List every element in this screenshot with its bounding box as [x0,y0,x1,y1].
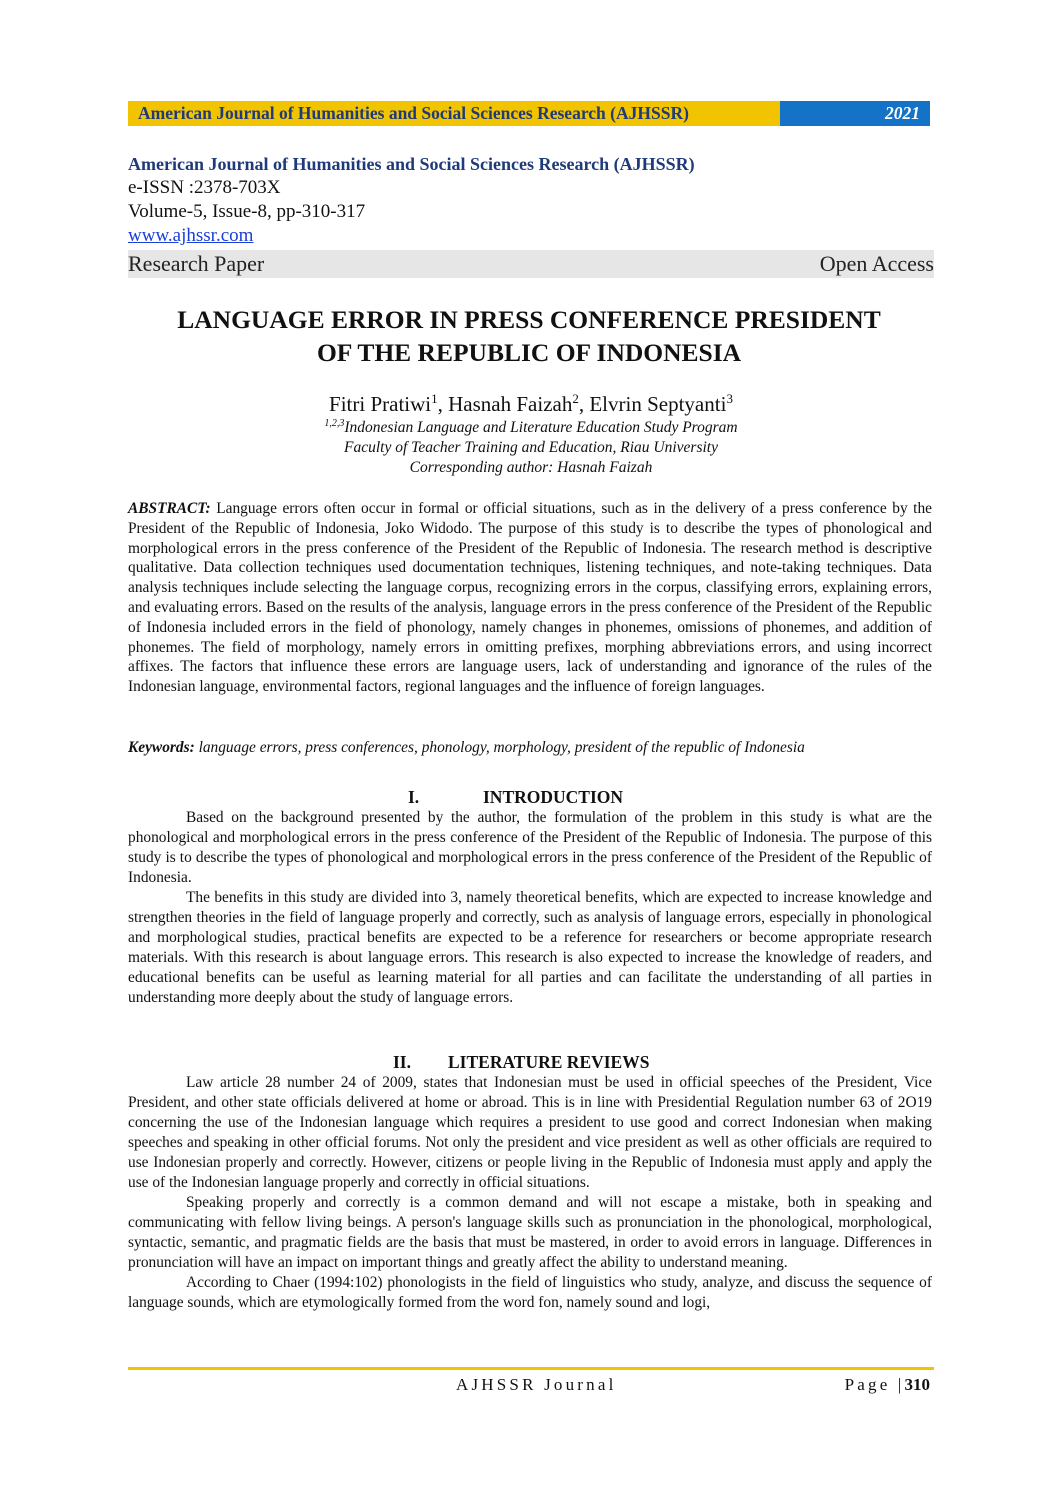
author-name: Elvrin Septyanti [589,392,727,416]
author-list: Fitri Pratiwi$^1$, Hasnah Faizah$^2$, Elvrin Septyanti$^3$ [329,391,733,416]
abstract-label: ABSTRACT: [128,500,211,517]
journal-info [128,152,934,278]
journal-volume: Volume-5, Issue-8, pp-310-317 [128,201,366,222]
author-name: Hasnah Faizah [448,392,573,416]
footer-rule [128,1367,934,1370]
article-title-line-1: LANGUAGE ERROR IN PRESS CONFERENCE PRESIDENT [177,305,881,334]
footer-page-label: Page | [844,1375,905,1394]
article-title-line-2: OF THE REPUBLIC OF INDONESIA [316,338,742,367]
abstract-text: Language errors often occur in formal or official situations, such as in the delivery of a press conference by the President of the Republic of Indonesia, Joko Widodo. The purpose of this study is to describe the types of phonological and morphological errors in the press conference of the President of the Republic of Indonesia. The research method is descriptive qualitative. Data collection techniques used documentation techniques, listening techniques, and note-taking techniques. Data analysis techniques include selecting the language corpus, recognizing errors in the corpus, classifying errors, explaining errors, and evaluating errors. Based on the results of the analysis, language errors in the press conference of the President of the Republic of Indonesia included errors in the field of phonology, namely changes in phonemes, omissions of phonemes, and addition of phonemes. The field of morphology, namely errors in omitting prefixes, morphing abbreviations errors, and using incorrect affixes. The factors that influence these errors are language users, lack of understanding and ignorance of the rules of the Indonesian language, environmental factors, regional languages and the influence of foreign languages. [128,500,932,696]
paragraph: Law article 28 number 24 of 2009, states that Indonesian must be used in official speeches of the President, Vice President, and other state officials delivered at home or abroad. This is in line with Presidential Regulation number 63 of 2O19 concerning the use of the Indonesian language which requires a president to use good and correct Indonesian when making speeches and speaking in other official forums. Not only the president and vice president as well as other officials are required to use Indonesian properly and correctly. However, citizens or people living in the Republic of Indonesia must apply and apply the use of the Indonesian language properly and correctly in official situations. [128,1074,932,1191]
page-footer [128,1373,934,1397]
section-title: INTRODUCTION [483,787,624,807]
paper-type: Research Paper [128,251,265,276]
paper-type-bar [128,250,934,278]
section-number: I. [408,787,420,807]
keywords [128,738,934,758]
access-type: Open Access [819,251,934,276]
affiliation-program: Indonesian Language and Literature Education Study Program [344,419,738,437]
journal-issn: e-ISSN :2378-703X [128,177,281,198]
affiliation-program-line [128,414,934,438]
section-number: II. [393,1052,411,1072]
author-sup: 2 [572,391,579,406]
author-sup: 1 [431,391,438,406]
running-header [128,101,930,126]
keywords-text: language errors, press conferences, phonology, morphology, president of the republic of Indonesia [198,739,805,756]
author-name: Fitri Pratiwi [329,392,432,416]
section-body-literature-reviews [128,1073,932,1313]
article-title [120,303,938,369]
paragraph: Based on the background presented by the author, the formulation of the problem in this study is what are the phonological and morphological errors in the press conference of the President of the Republic of Indonesia. The purpose of this study is to describe the types of phonological and morphological errors in the press conference of the President of the Republic of Indonesia. [128,809,932,886]
paragraph: Speaking properly and correctly is a common demand and will not escape a mistake, both in speaking and communicating with fellow living beings. A person's language skills such as pronunciation in the phonological, morphological, syntactic, semantic, and pragmatic fields are the basis that must be mastered, in order to avoid errors in language. Differences in pronunciation will have an impact on important things and greatly affect the ability to understand meaning. [128,1194,932,1271]
paragraph: The benefits in this study are divided into 3, namely theoretical benefits, which are expected to increase knowledge and strengthen theories in the field of language properly and correctly, such as analysis of language errors, especially in phonological and morphological studies, practical benefits are expected to be a reference for researchers or become appropriate research materials. With this research is about language errors. This research is also expected to increase the knowledge of readers, and educational benefits can be useful as learning material for all parties and can facilitate the understanding of all parties in understanding more deeply about the study of language errors. [128,889,932,1006]
author-sup: 3 [726,391,733,406]
journal-website-link[interactable]: www.ajhssr.com [128,225,254,246]
affiliation-block [128,414,934,478]
abstract [128,499,932,697]
corresponding-author: Corresponding author: Hasnah Faizah [409,459,653,477]
running-header-year: 2021 [780,101,930,126]
section-title: LITERATURE REVIEWS [448,1052,650,1072]
page-number: 310 [904,1375,930,1394]
footer-journal: AJHSSR Journal [456,1375,617,1394]
affiliation-faculty: Faculty of Teacher Training and Education, Riau University [344,439,718,457]
paragraph: According to Chaer (1994:102) phonologists in the field of linguistics who study, analyze, and discuss the sequence of language sounds, which are etymologically formed from the word fon, namely sound and logi, [128,1274,932,1311]
footer-page [845,1373,930,1397]
running-header-journal: American Journal of Humanities and Social Sciences Research (AJHSSR) [128,101,780,126]
section-body-introduction [128,808,932,1008]
affiliation-sup: 1,2,3 [324,418,345,429]
journal-title: American Journal of Humanities and Social Sciences Research (AJHSSR) [128,154,695,174]
keywords-label: Keywords: [128,739,195,756]
